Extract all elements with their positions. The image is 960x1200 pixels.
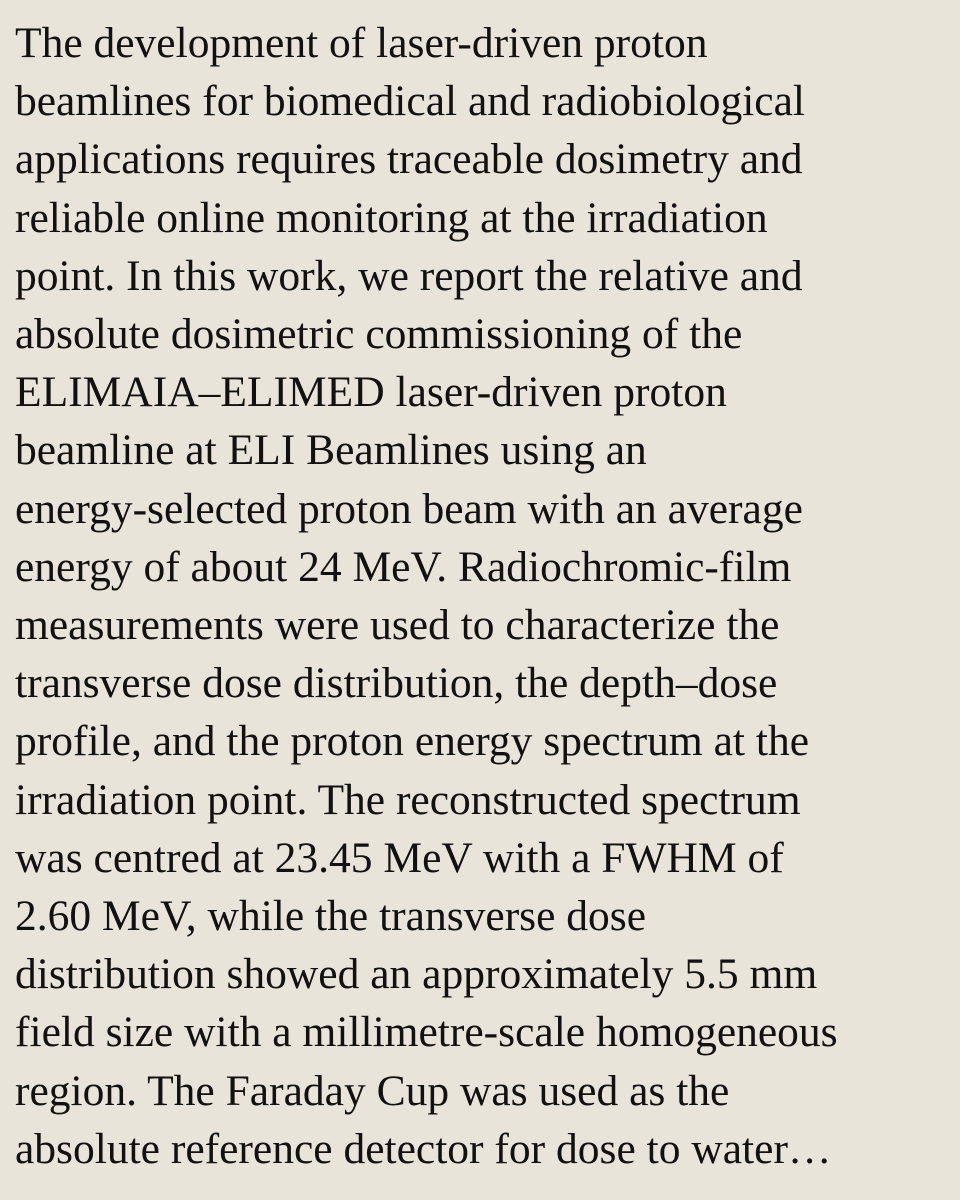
abstract-line: reliable online monitoring at the irradiation (15, 193, 768, 242)
abstract-line: irradiation point. The reconstructed spectrum (15, 775, 801, 824)
abstract-line: ELIMAIA–ELIMED laser-driven proton (15, 368, 727, 417)
abstract-line: transverse dose distribution, the depth–dose (15, 659, 778, 708)
abstract-line: was centred at 23.45 MeV with a FWHM of (15, 833, 784, 882)
abstract-line: distribution showed an approximately 5.5 mm (15, 950, 818, 999)
abstract-paragraph (15, 14, 940, 1178)
abstract-line: profile, and the proton energy spectrum at the (15, 717, 810, 766)
abstract-line: absolute reference detector for dose to water… (15, 1124, 832, 1173)
abstract-line: field size with a millimetre-scale homogeneous (15, 1008, 838, 1057)
abstract-line: point. In this work, we report the relative and (15, 251, 803, 300)
abstract-line: beamline at ELI Beamlines using an (15, 426, 647, 475)
abstract-line: The development of laser-driven proton (15, 19, 708, 67)
abstract-line: energy of about 24 MeV. Radiochromic-film (15, 542, 792, 591)
abstract-line: measurements were used to characterize the (15, 601, 780, 650)
abstract-line: region. The Faraday Cup was used as the (15, 1066, 730, 1115)
abstract-line: applications requires traceable dosimetry and (15, 135, 803, 184)
abstract-line: energy-selected proton beam with an average (15, 484, 803, 533)
abstract-line: 2.60 MeV, while the transverse dose (15, 892, 647, 941)
abstract-line: beamlines for biomedical and radiobiological (15, 77, 805, 126)
abstract-line: absolute dosimetric commissioning of the (15, 310, 743, 359)
